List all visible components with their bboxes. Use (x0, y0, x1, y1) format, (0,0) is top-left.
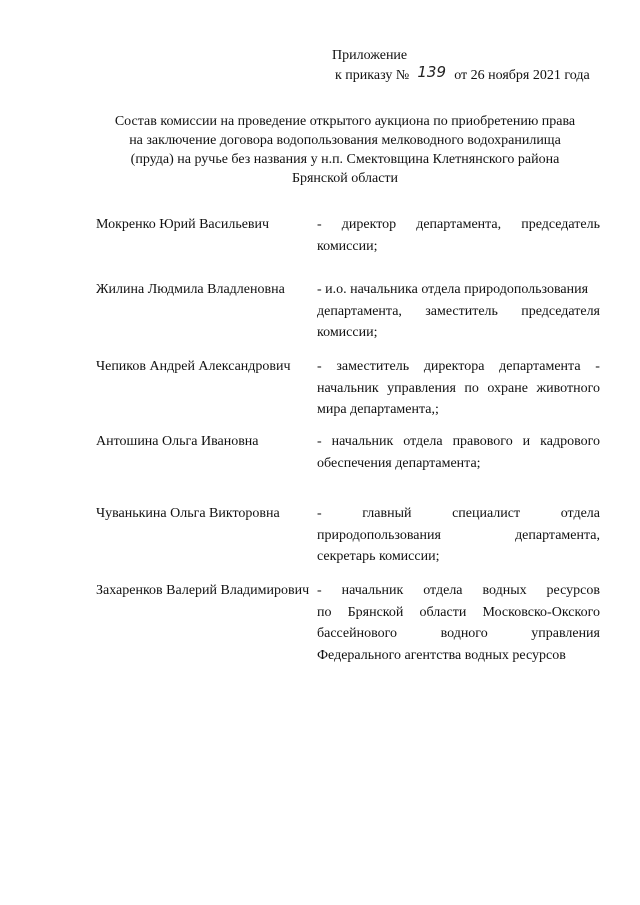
member-role-word: правового (452, 434, 513, 449)
member-role-word: по (317, 604, 332, 620)
member-role-word: отдела (560, 506, 600, 521)
member-role-word: водного (440, 626, 488, 641)
member-name: Чепиков Андрей Александрович (96, 359, 291, 374)
member-role-line (317, 623, 600, 645)
member-name: Жилина Людмила Владленовна (96, 282, 285, 297)
member-role-word: начальник (317, 380, 379, 396)
member-name: Антошина Ольга Ивановна (96, 434, 259, 449)
member-role-word: специалист (452, 506, 521, 521)
member-name: Захаренков Валерий Владимирович (96, 583, 310, 598)
member-role-line (317, 645, 600, 667)
member-role-line (317, 214, 600, 236)
commission-member (96, 503, 600, 568)
member-role-word: и (522, 434, 531, 449)
member-role-line (317, 546, 600, 568)
member-role-word: Брянской (347, 604, 404, 620)
document-title-line: (пруда) на ручье без названия у н.п. Смектовщина Клетнянского района (130, 152, 560, 167)
member-role (317, 431, 600, 474)
document-title (90, 112, 600, 188)
member-role-word: департамента, (317, 303, 402, 319)
member-role-word: ресурсов (546, 583, 600, 598)
member-role-word: департамента (499, 359, 581, 374)
member-role-word: председатель (521, 217, 600, 232)
member-role-word: секретарь комиссии; (317, 549, 440, 564)
member-role-word: водных (482, 583, 527, 598)
member-role-word: бассейнового (317, 626, 398, 641)
commission-member (96, 279, 600, 344)
member-role-word: комиссии; (317, 238, 378, 254)
member-role (317, 214, 600, 257)
member-role-word: управления (531, 626, 600, 641)
document-title-line: Состав комиссии на проведение открытого аукциона по приобретению права (114, 114, 576, 129)
appendix-block (332, 46, 590, 85)
member-role-word: начальник (341, 583, 404, 598)
member-role-word: кадрового (540, 434, 600, 449)
member-role-word: - (595, 359, 600, 374)
member-name: Чуванькина Ольга Викторовна (96, 506, 280, 521)
member-role-line (317, 602, 600, 624)
member-role-word: - (317, 434, 322, 449)
member-role (317, 279, 600, 344)
commission-member (96, 431, 600, 474)
member-role-word: мира департамента,; (317, 402, 439, 417)
member-name: Мокренко Юрий Васильевич (96, 217, 270, 232)
member-role-word: главный (362, 506, 412, 521)
member-role-word: - (317, 217, 322, 232)
member-role-word: - и.о. начальника отдела природопользования (317, 282, 589, 297)
member-role-line (317, 356, 600, 378)
member-role-word: Федерального агентства водных ресурсов (317, 647, 566, 663)
commission-member (96, 356, 600, 421)
document-title-line: на заключение договора водопользования мелководного водохранилища (129, 133, 561, 148)
member-role-word: департамента, (416, 217, 502, 232)
member-role-line (317, 279, 600, 301)
member-role-line (317, 322, 600, 344)
member-role-line (317, 236, 600, 258)
member-role-word: начальник (331, 434, 394, 449)
member-role-word: охране (487, 380, 528, 396)
commission-member (96, 580, 600, 666)
document-title-line: Брянской области (291, 171, 399, 186)
member-role-word: природопользования (317, 527, 441, 543)
member-role-line (317, 503, 600, 525)
order-date: от 26 ноября 2021 года (454, 68, 590, 83)
member-role-word: управления (387, 380, 456, 396)
commission-member (96, 214, 600, 257)
member-role (317, 580, 600, 666)
member-role-word: - (317, 506, 322, 521)
member-role-word: заместитель (336, 359, 410, 374)
appendix-order-line (332, 65, 590, 85)
member-role (317, 503, 600, 568)
member-role-word: отдела (423, 583, 463, 598)
member-role-word: области (419, 604, 467, 620)
order-number: 139 (417, 63, 446, 81)
member-role-line (317, 580, 600, 602)
member-role-word: отдела (403, 434, 443, 449)
member-role-word: - (317, 583, 322, 598)
member-role-word: животного (536, 380, 600, 396)
member-role-line (317, 378, 600, 400)
member-role-word: департамента, (515, 527, 600, 543)
member-role-word: заместитель (425, 303, 498, 319)
member-role-word: обеспечения департамента; (317, 455, 481, 471)
member-role-line (317, 453, 600, 475)
member-role-line (317, 525, 600, 547)
member-role (317, 356, 600, 421)
member-role-word: директор (341, 217, 397, 232)
member-role-word: Московско-Окского (482, 604, 600, 620)
member-role-word: - (317, 359, 322, 374)
member-role-word: директора (423, 359, 485, 374)
appendix-title: Приложение (332, 48, 408, 63)
member-role-line (317, 431, 600, 453)
member-role-word: комиссии; (317, 325, 378, 340)
member-role-line (317, 399, 600, 421)
order-prefix: к приказу № (335, 68, 410, 83)
member-role-word: по (464, 380, 479, 396)
member-role-word: председателя (521, 303, 600, 319)
member-role-line (317, 301, 600, 323)
